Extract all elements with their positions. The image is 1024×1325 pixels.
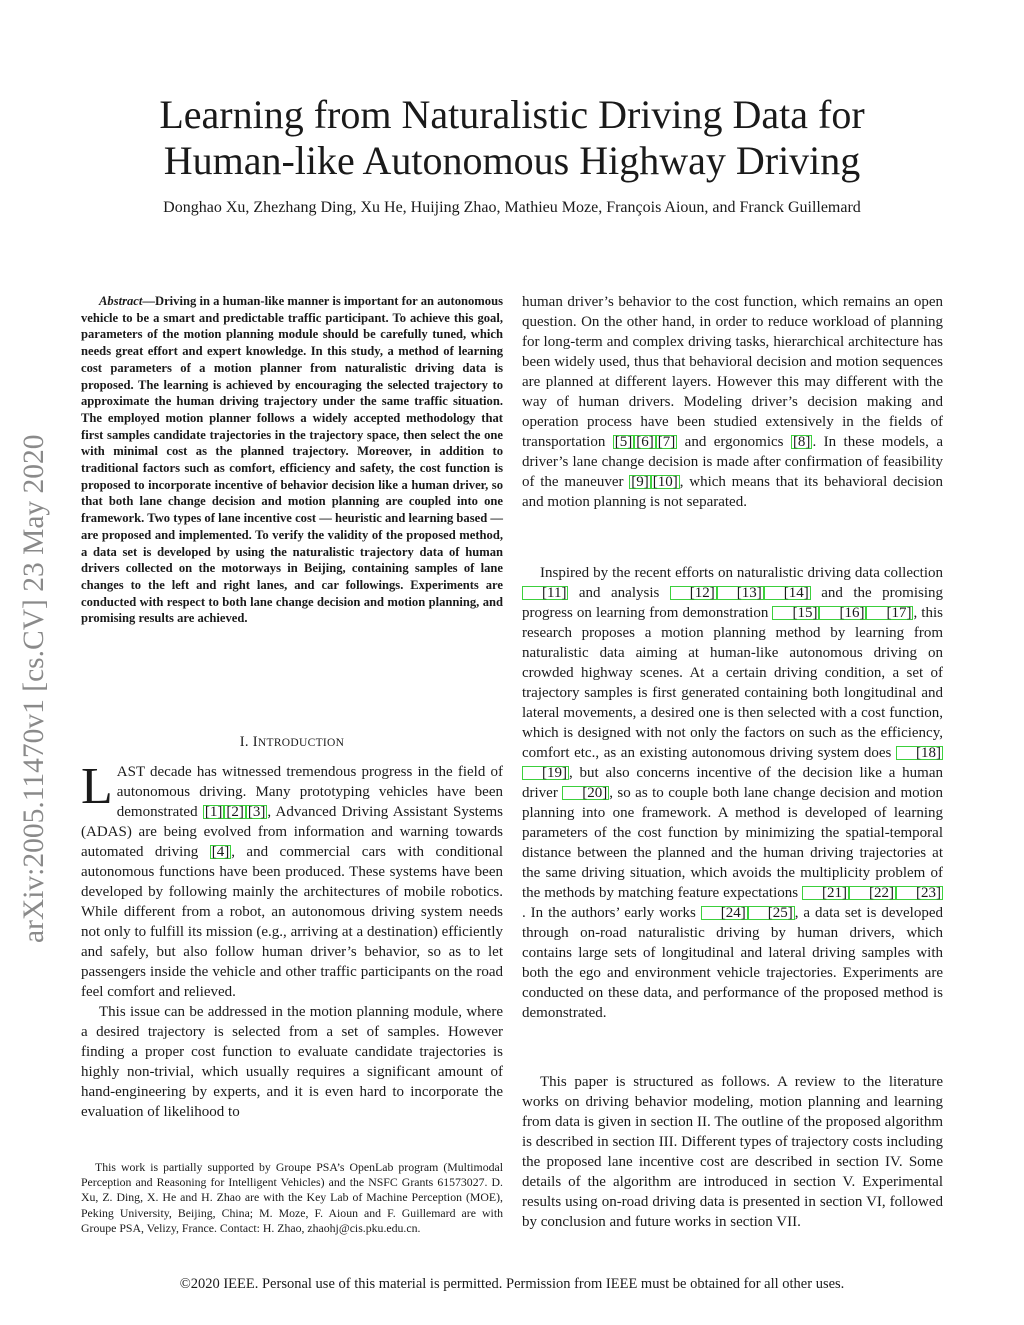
citation-link[interactable]: [22] [849, 886, 896, 900]
right-paragraph-3 [522, 1072, 943, 1232]
arxiv-stamp-text: arXiv:2005.11470v1 [cs.CV] 23 May 2020 [18, 434, 50, 943]
citation-link[interactable]: [7] [657, 434, 676, 450]
body-text: , but also concerns incentive of the decision like a human driver [522, 765, 943, 801]
citation-link[interactable]: [16] [819, 606, 866, 620]
body-text: , so as to couple both lane change decision and motion planning into one framework. A method is developed of learning parameters of the cost function by minimizing the spatial-temporal distance between the planned and the human driving trajectories at the same driving situation, which avoids the multiplicity problem of the methods by matching feature expectations [522, 785, 943, 901]
right-paragraph-1 [522, 292, 943, 512]
body-text: human driver’s behavior to the cost function, which remains an open question. On the other hand, in order to reduce workload of planning for long-term and complex driving tasks, hierarchical architecture has been widely used, thus that behavioral decision and motion sequences are planned at different layers. However this may different with the way of human drivers. Modeling driver’s decision making and operation process have been studied extensively in the fields of transportation [522, 294, 943, 450]
copyright-notice: ©2020 IEEE. Personal use of this material is permitted. Permission from IEEE must be obtained for all other uses. [179, 1276, 845, 1292]
intro-text: , and commercial cars with conditional autonomous functions have been produced. These systems have been developed by following mainly the architectures of mobile robotics. While different from a robot, an autonomous driving system needs not only to fulfill its mission (e.g., arriving at a destination) efficiently and safely, but also follow human driver’s behavior, so as to let passengers inside the vehicle and other traffic participants on the road feel comfort and relieved. [81, 844, 503, 1000]
body-text: , a data set is developed through on-road naturalistic driving by human drivers, which contains large sets of longitudinal and lateral driving samples with both the ego and environment vehicle trajectories. Experiments are conducted on these data, and performance of the proposed method is demonstrated. [522, 905, 943, 1021]
citation-link[interactable]: [10] [652, 474, 678, 490]
body-text: . In the authors’ early works [522, 905, 701, 921]
body-text: and ergonomics [677, 434, 791, 450]
citation-link[interactable]: [15] [772, 606, 819, 620]
body-text: and analysis [568, 585, 670, 601]
citation-link[interactable]: [19] [522, 766, 569, 780]
citation-link[interactable]: [9] [631, 474, 649, 490]
arxiv-stamp [14, 343, 54, 943]
title-line-1: Learning from Naturalistic Driving Data for [159, 92, 865, 137]
intro-paragraph-2: This issue can be addressed in the motion planning module, where a desired trajectory is selected from a set of samples. However finding a proper cost function to evaluate candidate trajectories is highly non-trivial, which usually requires a significant amount of hand-engineering by experts, and it is even hard to incorporate the evaluation of likelihood to [81, 1004, 503, 1120]
citation-link[interactable]: [20] [562, 786, 609, 800]
author-list: Donghao Xu, Zhezhang Ding, Xu He, Huijing Zhao, Mathieu Moze, François Aioun, and Franck Guillemard [163, 199, 861, 216]
section-title-rest: NTRODUCTION [257, 737, 345, 749]
intro-text: decade has witnessed tremendous progress in the field of autonomous driving. Many prototyping vehicles have been demonstrated [116, 764, 503, 820]
citation-link[interactable]: [2] [226, 804, 244, 820]
abstract [81, 293, 503, 627]
citation-link[interactable]: [8] [792, 434, 811, 450]
citation-link[interactable]: [13] [717, 586, 764, 600]
intro-text: , Advanced Driving Assistant Systems (ADAS) are being evolved from information and warning towards automated driving [81, 804, 503, 860]
citation-link[interactable]: [23] [896, 886, 943, 900]
right-paragraph-2 [522, 563, 943, 1023]
citation-link[interactable]: [12] [670, 586, 717, 600]
citation-link[interactable]: [18] [896, 746, 943, 760]
abstract-text: —Driving in a human-like manner is important for an autonomous vehicle to be a smart and predictable traffic participant. To achieve this goal, parameters of the motion planning module should be carefully tuned, which needs great effort and expert knowledge. In this study, a method of learning cost parameters of a motion planner from naturalistic driving data is proposed. The learning is achieved by encouraging the selected trajectory to approximate the human driving trajectory under the same traffic situation. The employed motion planner follows a widely accepted methodology that first samples candidate trajectories in the trajectory space, then select the one with minimal cost as the planned trajectory. Moreover, in addition to traditional factors such as comfort, efficiency and safety, the cost function is proposed to incorporate incentive of behavior decision like a human driver, so that both lane change decision and motion planning are coupled into one framework. Two types of lane incentive cost — heuristic and learning based — are proposed and implemented. To verify the validity of the proposed method, a data set is developed by using the naturalistic trajectory data of human drivers collected on the motorways in Beijing, containing samples of lane changes to the left and right lanes, and car followings. Experiments are conducted with respect to both lane change decision and motion planning, and promising results are achieved. [81, 294, 503, 626]
paper-title [0, 92, 1024, 184]
intro-paragraph-1 [81, 758, 503, 1002]
funding-footnote [81, 1160, 503, 1236]
body-text: . In these models, a driver’s lane change decision is made after confirmation of feasibility of the maneuver [522, 434, 943, 490]
citation-link[interactable]: [17] [866, 606, 913, 620]
citation-link[interactable]: [14] [764, 586, 811, 600]
citation-link[interactable]: [25] [748, 906, 795, 920]
footnote-text: This work is partially supported by Groupe PSA’s OpenLab program (Multimodal Perception and Reasoning for Intelligent Vehicles) and the NSFC Grants 61573027. D. Xu, Z. Ding, X. He and H. Zhao are with the Key Lab of Machine Perception (MOE), Peking University, Beijing, China; M. Moze, F. Aioun and F. Guillemard are with Groupe PSA, Velizy, France. Contact: H. Zhao, zhaohj@cis.pku.edu.cn. [81, 1160, 503, 1235]
citation-link[interactable]: [6] [636, 434, 654, 450]
section-numeral: I. [239, 734, 249, 750]
citation-link[interactable]: [24] [701, 906, 748, 920]
section-heading-introduction [81, 734, 503, 751]
citation-link[interactable]: [5] [614, 434, 633, 450]
body-text: , this research proposes a motion planning method by learning from naturalistic data aiming at human-like autonomous driving on crowded highway scenes. At a certain driving condition, a set of trajectory samples is first generated containing both longitudinal and lateral movements, a desired one is then selected with a cost function, which is designed with not only the factors on such as the efficiency, comfort etc., as an existing autonomous driving system does [522, 605, 943, 761]
abstract-label: Abstract [99, 294, 143, 308]
intro-lead-word: AST [116, 764, 145, 780]
body-text: This paper is structured as follows. A review to the literature works on driving behavior modeling, motion planning and learning from data is given in section II. The outline of the proposed algorithm is described in section III. Different types of trajectory costs including the proposed lane incentive cost are described in section IV. Some details of the algorithm are introduced in section V. Experimental results using on-road driving data is presented in section VI, followed by conclusion and future works in section VII. [522, 1074, 943, 1230]
section-first-letter: I [252, 734, 258, 750]
citation-link[interactable]: [21] [802, 886, 849, 900]
body-text: and the promising progress on learning from demonstration [522, 585, 943, 621]
drop-cap: L [81, 758, 113, 815]
citation-link[interactable]: [1] [204, 804, 223, 820]
citation-link[interactable]: [3] [247, 804, 266, 820]
introduction-body [81, 758, 503, 1122]
citation-link[interactable]: [4] [211, 844, 230, 860]
citation-link[interactable]: [11] [522, 586, 568, 600]
title-line-2: Human-like Autonomous Highway Driving [163, 138, 861, 183]
body-text: Inspired by the recent efforts on naturalistic driving data collection [540, 565, 943, 581]
body-text: , which means that its behavioral decision and motion planning is not separated. [522, 474, 943, 510]
